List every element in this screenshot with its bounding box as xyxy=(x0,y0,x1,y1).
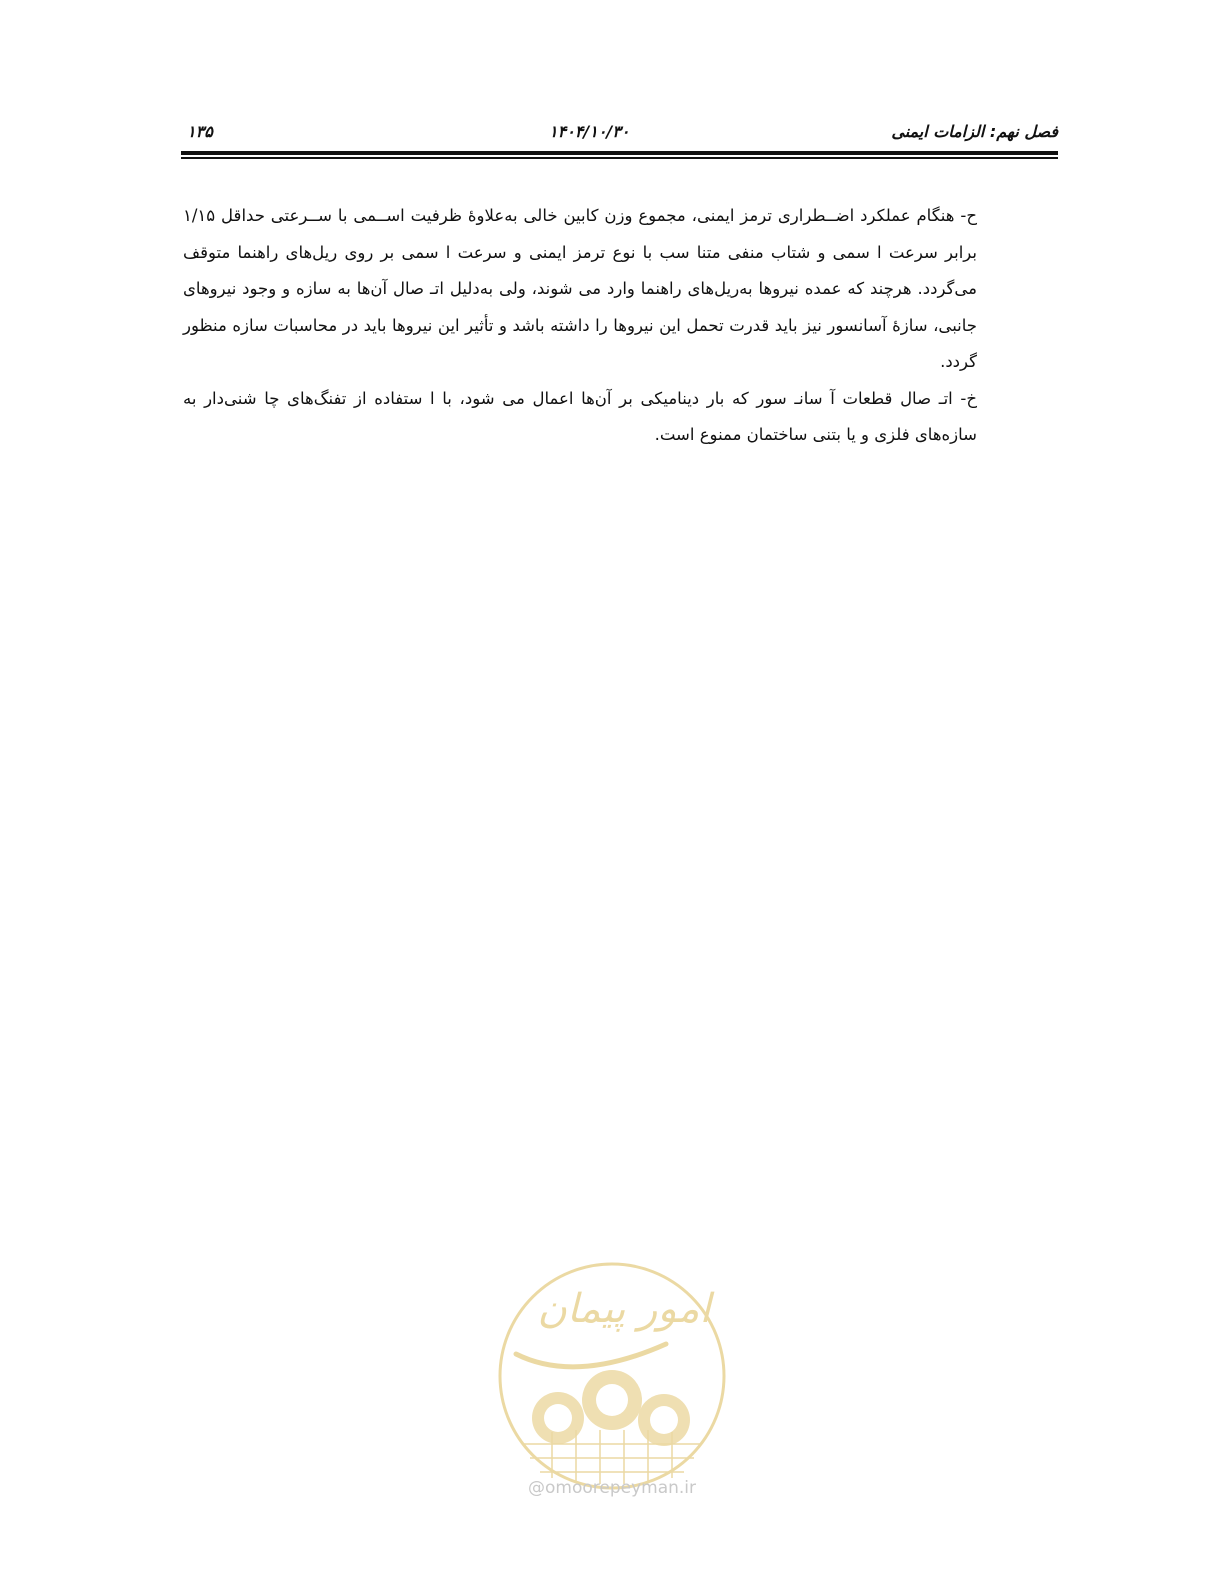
watermark-logo xyxy=(496,1260,728,1492)
header-date: ۱۴۰۴/۱۰/۳۰ xyxy=(549,122,630,141)
header-rule-thin xyxy=(181,157,1058,159)
body-text xyxy=(183,198,977,454)
paragraph-kh: خ- اتـ صال قطعات آ سانـ سور که بار دینامیکی بر آن‌ها اعمال می شود، با ا ستفاده از تفنگ‌های چا شنی‌دار به سازه‌های فلزی و یا بتنی ساختمان ممنوع است. xyxy=(183,388,977,444)
page-header xyxy=(181,118,1058,148)
chapter-title: فصل نهم: الزامات ایمنی xyxy=(891,122,1058,141)
paragraph-h: ح- هنگام عملکرد اضــطراری ترمز ایمنی، مجموع وزن کابین خالی به‌علاوۀ ظرفیت اســمی با ســرعتی حداقل ۱/۱۵ برابر سرعت ا سمی و شتاب منفی متنا سب با نوع ترمز ایمنی و سرعت ا سمی بر روی ریل‌های راهنما متوقف می‌گردد. هرچند که عمده نیروها به‌ریل‌های راهنما وارد می شوند، ولی به‌دلیل اتـ صال آن‌ها به سازه و وجود نیروهای جانبی، سازۀ آسانسور نیز باید قدرت تحمل این نیروها را داشته باشد و تأثیر این نیروها باید در محاسبات سازه منظور گردد. xyxy=(183,206,977,371)
watermark-caption: @omoorepeyman.ir xyxy=(527,1478,697,1498)
watermark-logo-text: امور پیمان xyxy=(537,1286,711,1332)
page-number: ۱۳۵ xyxy=(187,122,213,141)
header-rule-thick xyxy=(181,151,1058,155)
